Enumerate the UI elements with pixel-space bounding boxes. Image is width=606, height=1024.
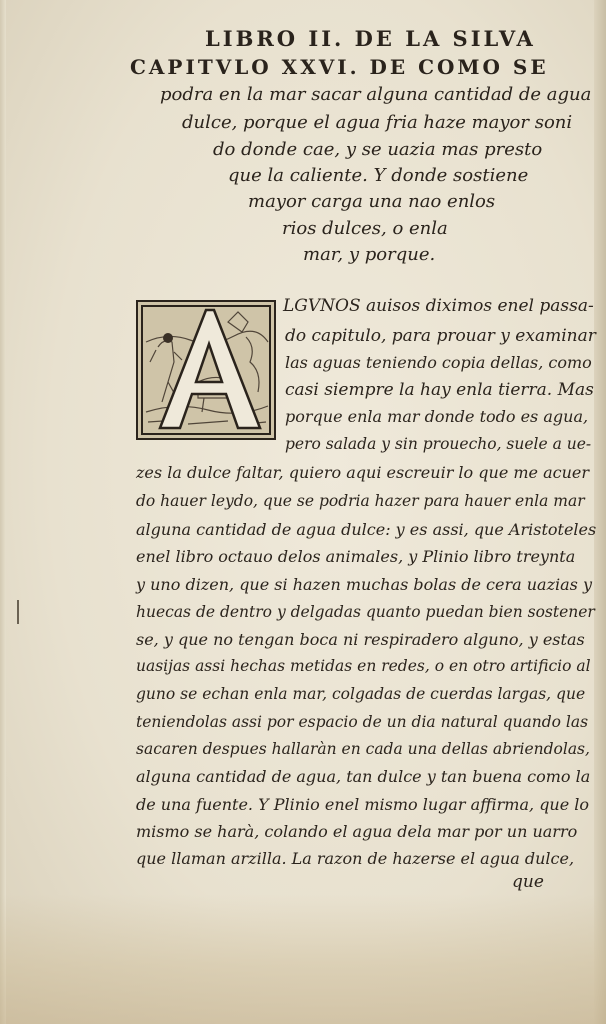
body-line: pero salada y sin prouecho, suele a ue- (285, 435, 592, 453)
catchword: que (512, 872, 544, 892)
body-line: alguna cantidad de agua, tan dulce y tan buena como la (136, 767, 591, 786)
body-line: mismo se harà, colando el agua dela mar por un uarro (136, 822, 578, 841)
body-line: do capitulo, para prouar y examinar (285, 326, 596, 346)
body-line: teniendolas assi por espacio de un dia natural quando las (136, 713, 589, 731)
body-line: se, y que no tengan boca ni respiradero alguno, y estas (136, 630, 585, 649)
chapter-title-line: rios dulces, o enla (282, 218, 448, 239)
water-stain (0, 894, 606, 1024)
decorated-initial-woodcut (136, 300, 276, 440)
chapter-title-line: mayor carga una nao enlos (248, 191, 496, 212)
body-line: uasijas assi hechas metidas en redes, o en otro artificio al (136, 657, 591, 675)
body-line: guno se echan enla mar, colgadas de cuerdas largas, que (136, 685, 586, 703)
body-line: porque enla mar donde todo es agua, (285, 407, 589, 426)
body-line: LGVNOS auisos diximos enel passa- (283, 296, 594, 316)
body-line: las aguas teniendo copia dellas, como (285, 353, 592, 372)
body-line: do hauer leydo, que se podria hazer para hauer enla mar (136, 492, 585, 510)
body-line: enel libro octauo delos animales, y Plinio libro treynta (136, 547, 576, 566)
body-line: casi siempre la hay enla tierra. Mas (285, 380, 594, 400)
page-edge-left (0, 0, 6, 1024)
body-line: sacaren despues hallaràn en cada una dellas abriendolas, (136, 740, 590, 758)
woodcut-initial-icon (138, 302, 274, 438)
margin-mark (17, 600, 19, 624)
body-line: de una fuente. Y Plinio enel mismo lugar affirma, que lo (136, 795, 590, 814)
chapter-title-line: mar, y porque. (303, 244, 436, 265)
body-line: zes la dulce faltar, quiero aqui escreuir lo que me acuer (136, 463, 590, 482)
chapter-title-line: que la caliente. Y donde sostiene (228, 165, 529, 186)
running-head: LIBRO II. DE LA SILVA (205, 26, 536, 51)
page-edge-right (594, 0, 606, 1024)
chapter-title-line: do donde cae, y se uazia mas presto (213, 139, 543, 160)
body-line: que llaman arzilla. La razon de hazerse el agua dulce, (136, 849, 575, 868)
body-line: huecas de dentro y delgadas quanto puedan bien sostener (136, 603, 595, 621)
body-line: y uno dizen, que si hazen muchas bolas de cera uazias y (136, 575, 593, 594)
chapter-heading: CAPITVLO XXVI. DE COMO SE (130, 55, 549, 79)
chapter-title-line: podra en la mar sacar alguna cantidad de agua (160, 84, 592, 105)
body-line: alguna cantidad de agua dulce: y es assi, que Aristoteles (136, 520, 597, 539)
chapter-title-line: dulce, porque el agua fria haze mayor soni (182, 112, 573, 133)
